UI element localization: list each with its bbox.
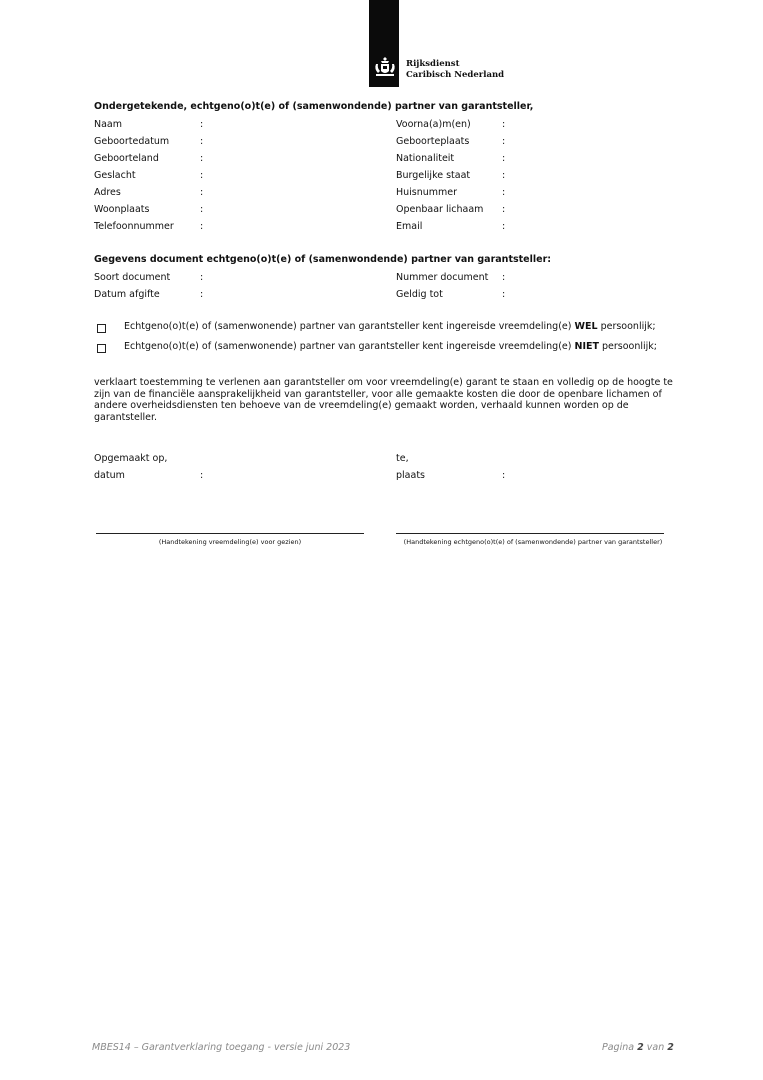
- colon: :: [200, 119, 204, 130]
- label-datum: datum: [94, 470, 125, 481]
- colon: :: [200, 272, 204, 283]
- field-label: Geslacht: [94, 170, 136, 181]
- field-label: Naam: [94, 119, 123, 130]
- colon: :: [200, 187, 204, 198]
- footer-page-number: Pagina 2 van 2: [602, 1042, 674, 1053]
- colon: :: [200, 221, 204, 232]
- field-label: Geboorteplaats: [396, 136, 470, 147]
- field-label: Geboorteland: [94, 153, 159, 164]
- field-label: Burgelijke staat: [396, 170, 471, 181]
- declaration-text: verklaart toestemming te verlenen aan garantsteller om voor vreemdeling(e) garant te staan en volledig op de hoogte te zijn van de financiële aansprakelijkheid van garantsteller, voor alle gemaakte kosten die door de openbare lichamen of andere overheidsdiensten ten behoeve van de vreemdeling(e) gemaakt worden, verhaald kunnen worden op de garantsteller.: [94, 377, 673, 423]
- field-label: Geldig tot: [396, 289, 443, 300]
- field-label: Openbaar lichaam: [396, 204, 484, 215]
- colon: :: [502, 136, 506, 147]
- field-label: Email: [396, 221, 423, 232]
- checkbox-not-knows-personally[interactable]: [97, 344, 106, 353]
- colon: :: [502, 187, 506, 198]
- colon: :: [502, 204, 506, 215]
- org-name-line2: Caribisch Nederland: [406, 70, 505, 80]
- field-label: Voorna(a)m(en): [396, 119, 471, 130]
- colon: :: [200, 289, 204, 300]
- field-label: Adres: [94, 187, 121, 198]
- field-label: Datum afgifte: [94, 289, 160, 300]
- checkbox-knows-personally[interactable]: [97, 324, 106, 333]
- signature-line-foreigner: [96, 533, 364, 534]
- signature-line-partner: [396, 533, 664, 534]
- colon: :: [502, 119, 506, 130]
- field-label: Soort document: [94, 272, 171, 283]
- colon: :: [200, 204, 204, 215]
- coat-of-arms-icon: [372, 54, 398, 80]
- colon: :: [200, 136, 204, 147]
- section-heading-partner: Ondergetekende, echtgeno(o)t(e) of (samenwondende) partner van garantsteller,: [94, 101, 534, 112]
- signature-caption-foreigner: (Handtekening vreemdeling(e) voor gezien): [158, 538, 302, 546]
- organization-name: [406, 59, 504, 81]
- colon: :: [200, 170, 204, 181]
- colon: :: [502, 170, 506, 181]
- org-name-line1: Rijksdienst: [406, 59, 460, 69]
- colon: :: [200, 153, 204, 164]
- section-heading-document: Gegevens document echtgeno(o)t(e) of (samenwondende) partner van garantsteller:: [94, 254, 552, 265]
- colon: :: [502, 272, 506, 283]
- label-opgemaakt-op: Opgemaakt op,: [94, 453, 168, 464]
- checkbox-label-wel: Echtgeno(o)t(e) of (samenwonende) partner van garantsteller kent ingereisde vreemdeling(e) WEL persoonlijk;: [124, 321, 656, 332]
- label-plaats: plaats: [396, 470, 425, 481]
- field-label: Nummer document: [396, 272, 489, 283]
- colon: :: [502, 289, 506, 300]
- signature-caption-partner: (Handtekening echtgeno(o)t(e) of (samenwondende) partner van garantsteller): [403, 538, 663, 546]
- field-label: Woonplaats: [94, 204, 150, 215]
- field-label: Telefoonnummer: [94, 221, 174, 232]
- colon: :: [502, 470, 506, 481]
- colon: :: [200, 470, 204, 481]
- field-label: Geboortedatum: [94, 136, 170, 147]
- checkbox-label-niet: Echtgeno(o)t(e) of (samenwonende) partner van garantsteller kent ingereisde vreemdeling(e) NIET persoonlijk;: [124, 341, 657, 352]
- colon: :: [502, 221, 506, 232]
- label-te: te,: [396, 453, 409, 464]
- colon: :: [502, 153, 506, 164]
- footer-document-id: MBES14 – Garantverklaring toegang - versie juni 2023: [92, 1042, 351, 1053]
- field-label: Huisnummer: [396, 187, 458, 198]
- field-label: Nationaliteit: [396, 153, 455, 164]
